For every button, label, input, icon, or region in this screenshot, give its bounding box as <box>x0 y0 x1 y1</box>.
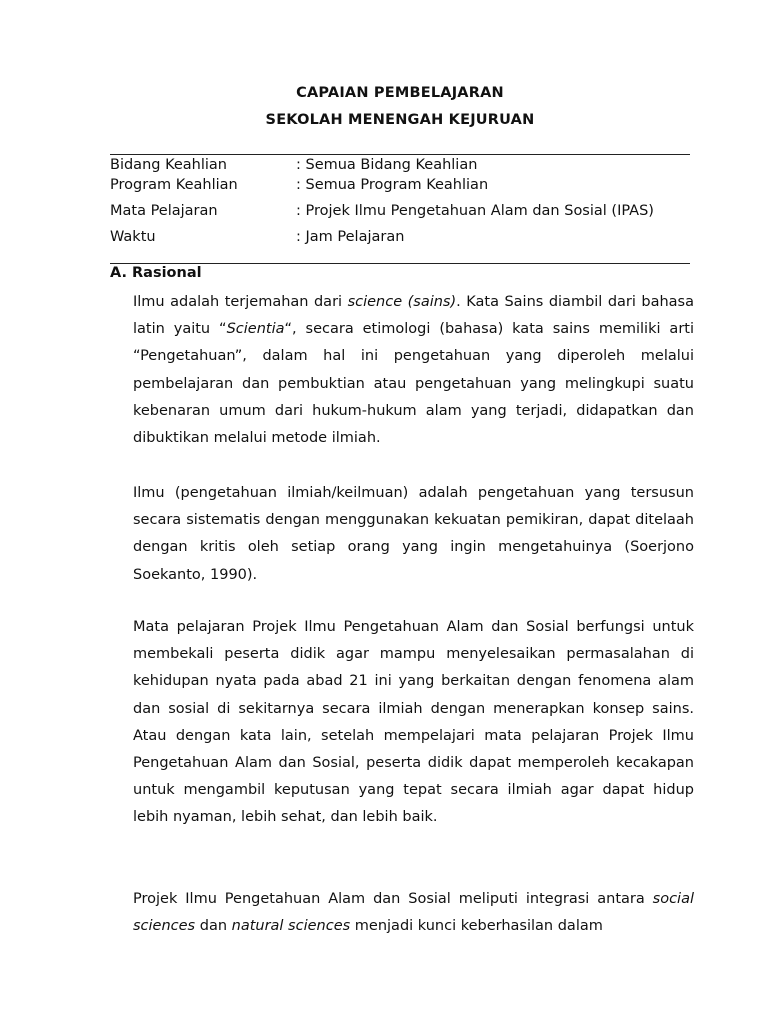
paragraph-2: Ilmu (pengetahuan ilmiah/keilmuan) adalah pengetahuan yang tersusun secara sistematis dengan menggunakan kekuatan pemikiran, dapat ditelaah dengan kritis oleh setiap orang yang ingin mengetahuinya (Soerjono Soekanto, 1990). <box>133 485 694 583</box>
paragraph-4 <box>133 886 694 940</box>
bottom-divider <box>110 263 690 264</box>
meta-value: : Projek Ilmu Pengetahuan Alam dan Sosial (IPAS) <box>296 203 654 219</box>
meta-label: Mata Pelajaran <box>110 203 218 219</box>
paragraph-3: Mata pelajaran Projek Ilmu Pengetahuan Alam dan Sosial berfungsi untuk membekali peserta didik agar mampu menyelesaikan permasalahan di kehidupan nyata pada abad 21 ini yang berkaitan dengan fenomena alam dan sosial di sekitarnya secara ilmiah dengan menerapkan konsep sains. Atau dengan kata lain, setelah mempelajari mata pelajaran Projek Ilmu Pengetahuan Alam dan Sosial, peserta didik dapat memperoleh kecakapan untuk mengambil keputusan yang tepat secara ilmiah agar dapat hidup lebih nyaman, lebih sehat, dan lebih baik. <box>133 619 694 826</box>
meta-label: Bidang Keahlian <box>110 157 227 173</box>
meta-value: : Semua Program Keahlian <box>296 177 489 193</box>
meta-label: Program Keahlian <box>110 177 238 193</box>
section-number: A. <box>110 265 127 281</box>
p4-text-a: Projek Ilmu Pengetahuan Alam dan Sosial meliputi integrasi antara <box>133 891 653 907</box>
section-title: Rasional <box>132 265 202 281</box>
document-subtitle: SEKOLAH MENENGAH KEJURUAN <box>265 112 535 128</box>
p1-term-scientia: Scientia <box>226 321 285 338</box>
p4-text-e: menjadi kunci keberhasilan dalam <box>350 918 603 935</box>
p1-text-e: “, secara etimologi (bahasa) kata sains memiliki arti “Pengetahuan”, dalam hal ini pengetahuan yang diperoleh melalui pembelajaran dan pembuktian atau pengetahuan yang melingkupi suatu kebenaran umum dari hukum-hukum alam yang terjadi, didapatkan dan dibuktikan melalui metode ilmiah. <box>133 321 694 447</box>
p4-term-social-sciences: social sciences <box>133 891 694 935</box>
meta-value: : Semua Bidang Keahlian <box>296 157 478 173</box>
meta-value: : Jam Pelajaran <box>296 229 405 245</box>
meta-label: Waktu <box>110 229 156 245</box>
p1-text-a: Ilmu adalah terjemahan dari <box>133 294 348 310</box>
top-divider <box>110 154 690 155</box>
p1-text-c: . Kata Sains diambil dari bahasa latin yaitu “ <box>133 294 695 338</box>
document-title: CAPAIAN PEMBELAJARAN <box>296 85 504 101</box>
p1-term-science: science (sains) <box>347 294 457 310</box>
p4-text-c: dan <box>195 918 232 935</box>
paragraph-1 <box>133 289 694 452</box>
p4-term-natural-sciences: natural sciences <box>231 918 351 935</box>
section-heading <box>110 265 202 281</box>
